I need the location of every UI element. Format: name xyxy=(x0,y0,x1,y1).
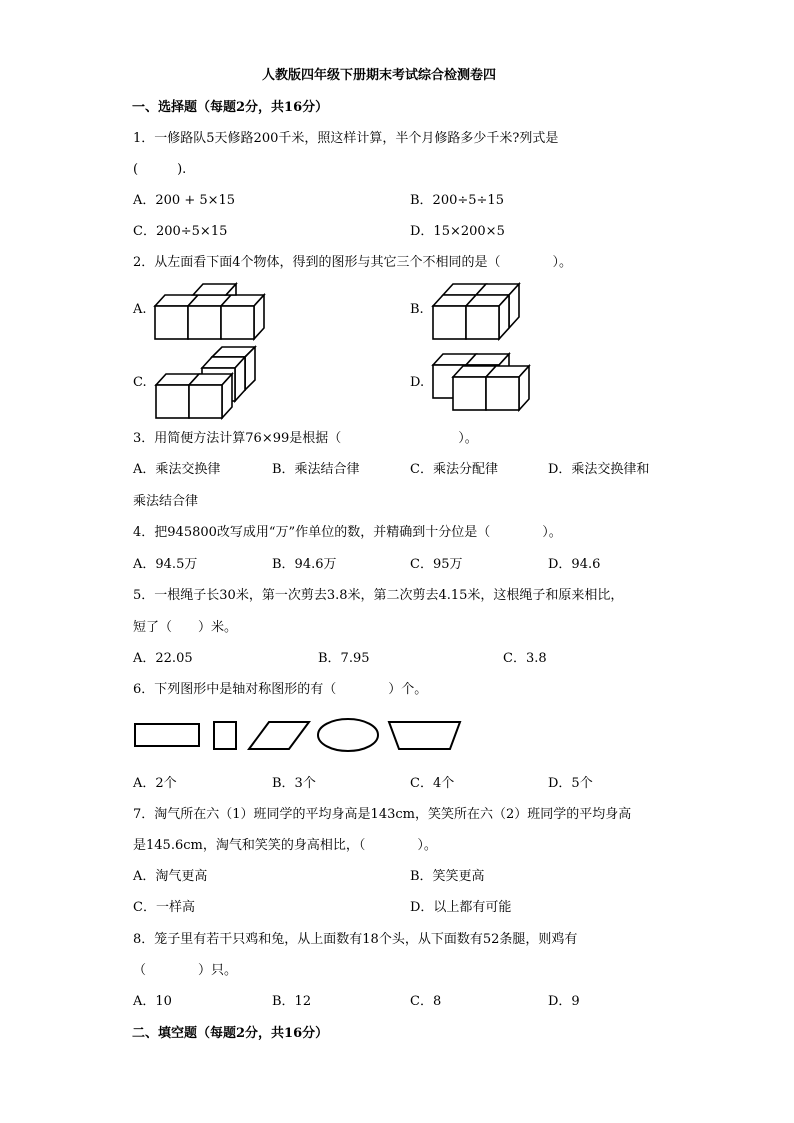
cube-figure-b xyxy=(428,280,528,340)
q6-option-d[interactable]: D．5个 xyxy=(548,776,593,791)
q8-option-a[interactable]: A．10 xyxy=(133,994,172,1009)
q1-stem-cont: ( ). xyxy=(133,162,187,177)
q3-stem: 3．用简便方法计算76×99是根据（ ）。 xyxy=(133,431,478,446)
cube-figure-d xyxy=(428,350,538,415)
q5-option-b[interactable]: B．7.95 xyxy=(318,651,370,666)
square-shape xyxy=(214,722,236,749)
q3-option-d-cont: 乘法结合律 xyxy=(133,494,199,509)
q6-stem: 6．下列图形中是轴对称图形的有（ ）个。 xyxy=(133,682,428,697)
q6-option-a[interactable]: A．2个 xyxy=(133,776,177,791)
q7-option-b[interactable]: B．笑笑更高 xyxy=(410,869,485,884)
q2-option-d[interactable]: D. xyxy=(410,375,425,390)
q1-option-c[interactable]: C．200÷5×15 xyxy=(133,224,228,239)
q4-option-c[interactable]: C．95万 xyxy=(410,557,463,572)
q6-option-b[interactable]: B．3个 xyxy=(272,776,316,791)
section-heading-fill: 二、填空题（每题2分，共16分） xyxy=(132,1026,329,1041)
parallelogram-shape xyxy=(249,722,309,749)
cube-figure-a xyxy=(150,280,270,340)
q5-option-c[interactable]: C．3.8 xyxy=(503,651,547,666)
trapezoid-shape xyxy=(389,722,460,749)
q7-stem: 7．淘气所在六（1）班同学的平均身高是143cm，笑笑所在六（2）班同学的平均身高 xyxy=(133,807,632,822)
q1-option-b[interactable]: B．200÷5÷15 xyxy=(410,193,504,208)
q4-stem: 4．把945800改写成用“万”作单位的数，并精确到十分位是（ ）。 xyxy=(133,525,562,540)
q1-stem: 1．一修路队5天修路200千米，照这样计算，半个月修路多少千米?列式是 xyxy=(133,131,559,146)
q5-stem: 5．一根绳子长30米，第一次剪去3.8米，第二次剪去4.15米，这根绳子和原来相比， xyxy=(133,588,624,603)
q7-option-d[interactable]: D．以上都有可能 xyxy=(410,900,512,915)
ellipse-shape xyxy=(318,719,378,751)
q6-shapes xyxy=(133,716,468,756)
q7-option-c[interactable]: C．一样高 xyxy=(133,900,195,915)
q2-option-c[interactable]: C. xyxy=(133,375,147,390)
q8-option-b[interactable]: B．12 xyxy=(272,994,312,1009)
q7-option-a[interactable]: A．淘气更高 xyxy=(133,869,208,884)
q2-stem: 2．从左面看下面4个物体，得到的图形与其它三个不相同的是（ ）。 xyxy=(133,255,573,270)
section-heading-choice: 一、选择题（每题2分，共16分） xyxy=(132,100,329,115)
q3-option-d[interactable]: D．乘法交换律和 xyxy=(548,462,650,477)
q3-option-c[interactable]: C．乘法分配律 xyxy=(410,462,498,477)
q3-option-a[interactable]: A．乘法交换律 xyxy=(133,462,221,477)
q4-option-b[interactable]: B．94.6万 xyxy=(272,557,337,572)
q2-option-a[interactable]: A. xyxy=(133,302,147,317)
q3-option-b[interactable]: B．乘法结合律 xyxy=(272,462,360,477)
q1-option-a[interactable]: A．200 + 5×15 xyxy=(133,193,236,208)
q5-option-a[interactable]: A．22.05 xyxy=(133,651,193,666)
cube-figure-c xyxy=(152,345,262,420)
q8-stem: 8．笼子里有若干只鸡和兔，从上面数有18个头，从下面数有52条腿，则鸡有 xyxy=(133,932,578,947)
page-title: 人教版四年级下册期末考试综合检测卷四 xyxy=(262,68,497,83)
rectangle-shape xyxy=(135,724,199,746)
q8-option-d[interactable]: D．9 xyxy=(548,994,580,1009)
q7-stem-cont: 是145.6cm，淘气和笑笑的身高相比，（ ）。 xyxy=(133,838,437,853)
q8-option-c[interactable]: C．8 xyxy=(410,994,442,1009)
q1-option-d[interactable]: D．15×200×5 xyxy=(410,224,505,239)
q2-option-b[interactable]: B. xyxy=(410,302,424,317)
q6-option-c[interactable]: C．4个 xyxy=(410,776,455,791)
q5-stem-cont: 短了（ ）米。 xyxy=(133,620,238,635)
q8-stem-cont: （ ）只。 xyxy=(133,963,238,978)
q4-option-a[interactable]: A．94.5万 xyxy=(133,557,198,572)
q4-option-d[interactable]: D．94.6 xyxy=(548,557,601,572)
